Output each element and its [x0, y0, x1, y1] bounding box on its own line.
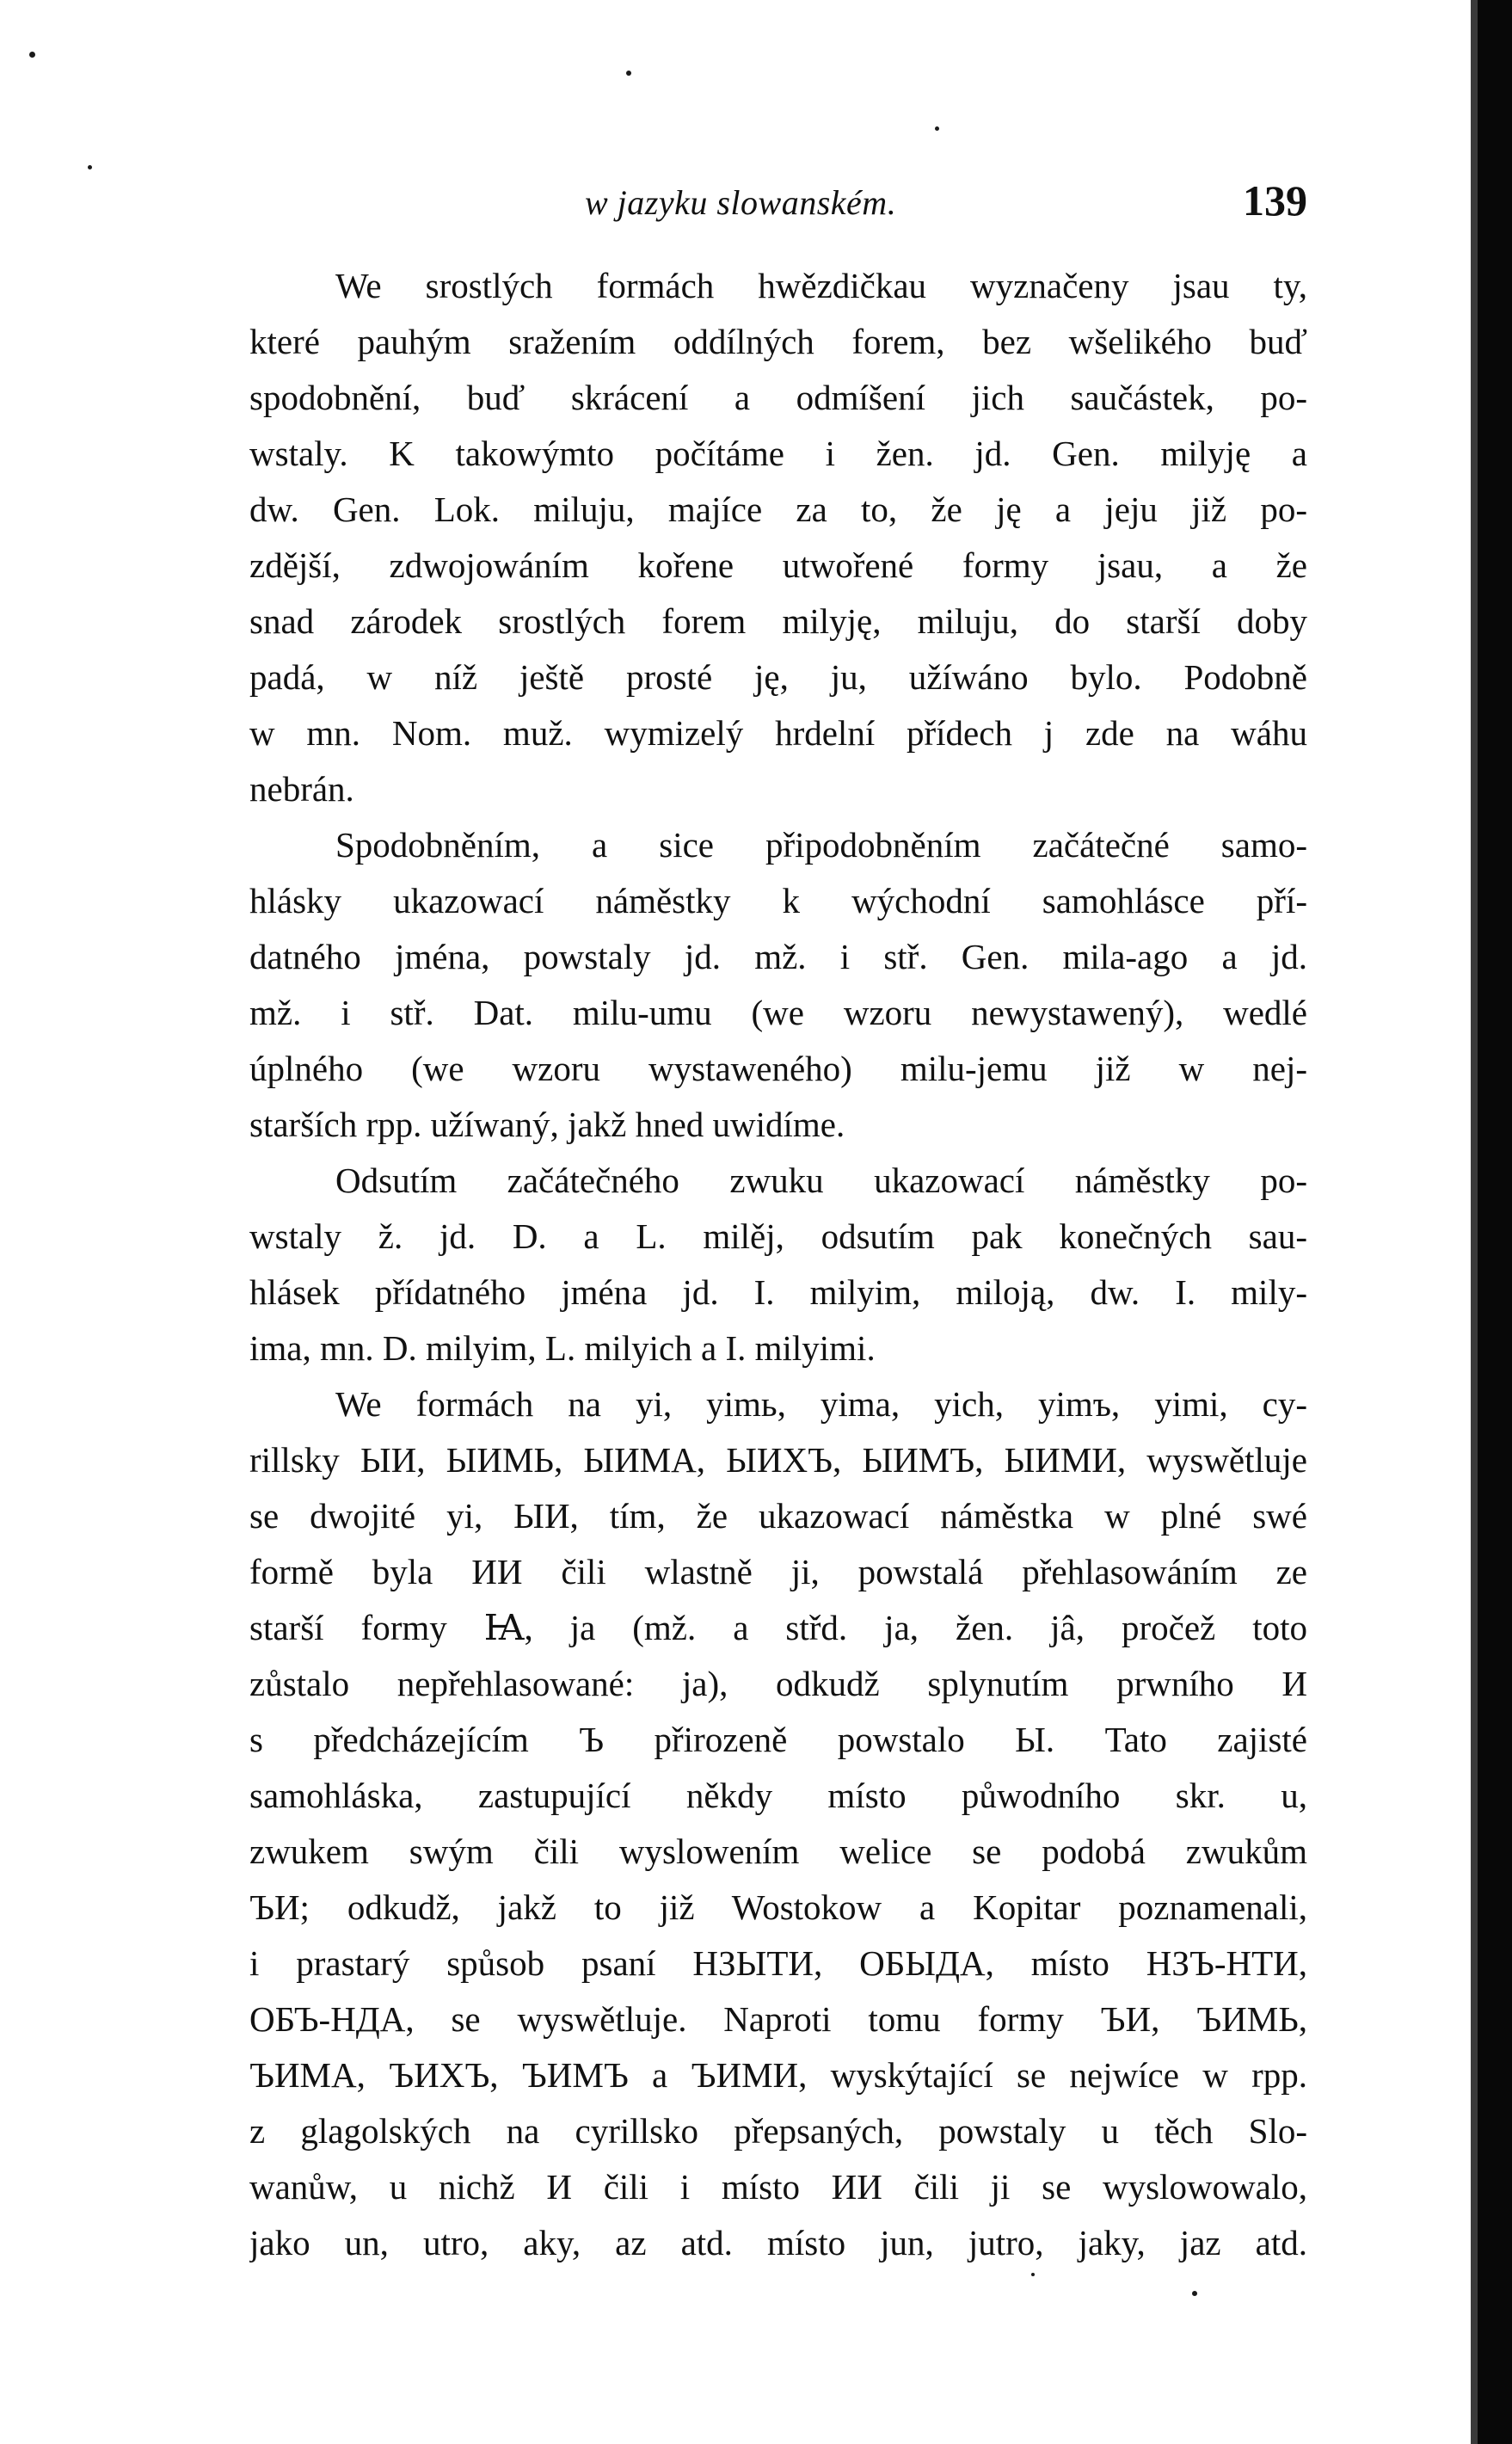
scan-speck: [626, 71, 631, 76]
text-line: ЪИМА, ЪИХЪ, ЪИМЪ a ЪИМИ, wyskýtající se nejwíce w rpp.: [249, 2055, 1307, 2095]
text-line: i prastarý spůsob psaní НЗЫТИ, ОБЫДА, místo НЗЪ-НТИ,: [249, 1943, 1307, 1983]
text-line: wstaly. K takowýmto počítáme i žen. jd. Gen. milyję a: [249, 434, 1307, 473]
text-line: ЪИ; odkudž, jakž to již Wostokow a Kopitar poznamenali,: [249, 1887, 1307, 1927]
text-line: datného jména, powstaly jd. mž. i stř. Gen. mila-ago a jd.: [249, 937, 1307, 976]
text-line: formě byla ИИ čili wlastně ji, powstalá přehlasowáním ze: [249, 1552, 1307, 1591]
running-title: w jazyku slowanském.: [585, 183, 897, 222]
text-line: hlásky ukazowací náměstky k wýchodní samohlásce pří-: [249, 881, 1307, 920]
text-line: We srostlých formách hwězdičkau wyznačeny jsau ty,: [335, 266, 1307, 305]
text-line: w mn. Nom. muž. wymizelý hrdelní přídech j zde na wáhu: [249, 713, 1307, 753]
text-line: wanůw, u nichž И čili i místo ИИ čili ji se wyslowowalo,: [249, 2167, 1307, 2207]
scan-border-shadow: [1471, 0, 1478, 2444]
scan-speck: [88, 165, 92, 169]
page-header: [249, 176, 1307, 234]
text-line: dw. Gen. Lok. miluju, majíce za to, že ję a jeju již po-: [249, 489, 1307, 529]
text-line: s předcházejícím Ъ přirozeně powstalo Ы. Tato zajisté: [249, 1720, 1307, 1759]
scan-speck: [935, 126, 939, 131]
text-line: ОБЪ-НДА, se wyswětluje. Naproti tomu formy ЪИ, ЪИМЬ,: [249, 1999, 1307, 2039]
text-line: ima, mn. D. milyim, L. milyich a I. milyimi.: [249, 1328, 876, 1368]
scan-speck: [1031, 2273, 1035, 2276]
text-line: mž. i stř. Dat. milu-umu (we wzoru newystawený), wedlé: [249, 993, 1307, 1032]
text-line: starší formy Ꙗ, ja (mž. a střd. ja, žen. jâ, pročež toto: [249, 1608, 1307, 1647]
text-line: snad zárodek srostlých forem milyję, miluju, do starší doby: [249, 601, 1307, 641]
body-text: [249, 258, 1307, 2271]
text-line: Spodobněním, a sice připodobněním začátečné samo-: [335, 825, 1307, 865]
text-line: samohláska, zastupující někdy místo půwodního skr. u,: [249, 1776, 1307, 1815]
text-line: We formách na yi, yimь, yima, yich, yimъ, yimi, cy-: [335, 1384, 1307, 1424]
text-line: wstaly ž. jd. D. a L. milěj, odsutím pak konečných sau-: [249, 1216, 1307, 1256]
text-line: padá, w níž ještě prosté ję, ju, užíwáno bylo. Podobně: [249, 657, 1307, 697]
text-line: které pauhým sražením oddílných forem, bez wšelikého buď: [249, 322, 1307, 361]
page-number: 139: [1243, 176, 1307, 225]
text-line: nebrán.: [249, 769, 354, 809]
scan-speck: [1192, 2291, 1197, 2296]
text-line: spodobnění, buď skrácení a odmíšení jich saučástek, po-: [249, 378, 1307, 417]
text-line: zwukem swým čili wyslowením welice se podobá zwukům: [249, 1831, 1307, 1871]
text-line: starších rpp. užíwaný, jakž hned uwidíme.: [249, 1105, 845, 1144]
text-line: jako un, utro, aky, az atd. místo jun, jutro, jaky, jaz atd.: [249, 2223, 1307, 2262]
text-line: úplného (we wzoru wystaweného) milu-jemu již w nej-: [249, 1049, 1307, 1088]
text-line: zdější, zdwojowáním kořene utwořené formy jsau, a že: [249, 545, 1307, 585]
scan-speck: [29, 52, 35, 58]
scan-border-right: [1476, 0, 1512, 2444]
text-line: Odsutím začátečného zwuku ukazowací náměstky po-: [335, 1160, 1307, 1200]
text-line: rillsky ЫИ, ЫИМЬ, ЫИМА, ЫИХЪ, ЫИМЪ, ЫИМИ, wyswětluje: [249, 1440, 1307, 1480]
text-line: hlásek přídatného jména jd. I. milyim, miloją, dw. I. mily-: [249, 1272, 1307, 1312]
text-line: z glagolských na cyrillsko přepsaných, powstaly u těch Slo-: [249, 2111, 1307, 2151]
text-line: zůstalo nepřehlasowané: ja), odkudž splynutím prwního И: [249, 1664, 1307, 1703]
text-line: se dwojité yi, ЫИ, tím, že ukazowací náměstka w plné swé: [249, 1496, 1307, 1536]
